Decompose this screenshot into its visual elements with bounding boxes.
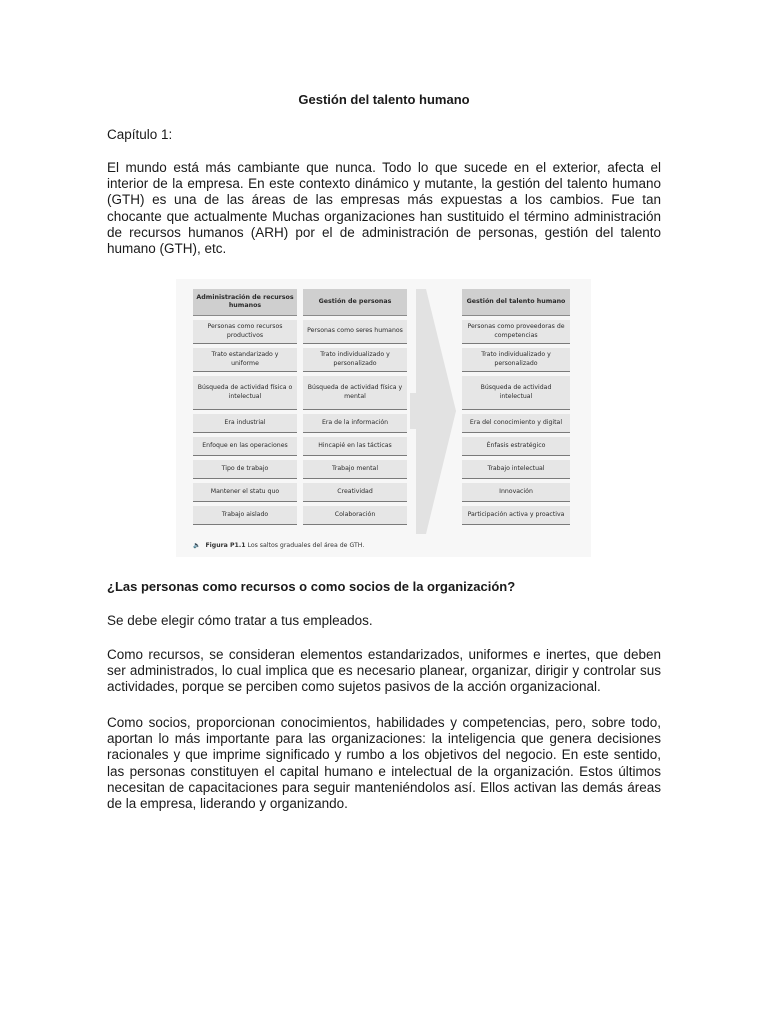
table-cell: Innovación [462,483,570,502]
table-cell: Búsqueda de actividad física y mental [303,376,407,410]
table-cell: Era de la información [303,414,407,433]
column-gth [462,289,570,525]
partners-paragraph: Como socios, proporcionan conocimientos, habilidades y competencias, pero, sobre todo, aportan lo más importante para las organizaciones: la inteligencia que genera decisiones racionales y que imprime significado y rumbo a los objetivos del negocio. En este sentido, las personas constituyen el capital humano e intelectual de la organización. Estos últimos necesitan de capacitaciones para seguir manteniéndolos así. Ellos activan las demás áreas de la empresa, liderando y organizando. [107,715,661,812]
table-cell: Enfoque en las operaciones [193,437,297,456]
intro-paragraph: El mundo está más cambiante que nunca. Todo lo que sucede en el exterior, afecta el interior de la empresa. En este contexto dinámico y mutante, la gestión del talento humano (GTH) es una de las áreas de las empresas más expuestas a los cambios. Fue tan chocante que actualmente Muchas organizaciones han sustituido el término administración de recursos humanos (ARH) por el de administración de personas, gestión del talento humano (GTH), etc. [107,160,661,257]
speaker-icon: 🔈 [193,542,201,549]
gth-figure [176,279,591,557]
table-cell: Trabajo aislado [193,506,297,525]
column-header: Administración de recursos humanos [193,289,297,316]
section-heading: ¿Las personas como recursos o como socios de la organización? [107,579,516,594]
choice-paragraph: Se debe elegir cómo tratar a tus empleados. [107,613,373,628]
table-cell: Trato individualizado y personalizado [462,348,570,372]
figure-caption [193,542,364,549]
table-cell: Hincapié en las tácticas [303,437,407,456]
table-cell: Participación activa y proactiva [462,506,570,525]
chapter-label: Capítulo 1: [107,127,173,142]
figure-label: Figura P1.1 [205,542,246,549]
table-cell: Trabajo intelectual [462,460,570,479]
column-arh [193,289,297,525]
table-cell: Énfasis estratégico [462,437,570,456]
table-cell: Trato estandarizado y uniforme [193,348,297,372]
table-cell: Era industrial [193,414,297,433]
table-cell: Trato individualizado y personalizado [303,348,407,372]
table-cell: Creatividad [303,483,407,502]
column-gestion-personas [303,289,407,525]
document-title: Gestión del talento humano [298,92,470,107]
table-cell: Búsqueda de actividad intelectual [462,376,570,410]
table-cell: Personas como proveedoras de competencias [462,320,570,344]
table-cell: Tipo de trabajo [193,460,297,479]
table-cell: Era del conocimiento y digital [462,414,570,433]
table-cell: Trabajo mental [303,460,407,479]
right-arrow-icon [410,289,460,534]
table-cell: Búsqueda de actividad física o intelectual [193,376,297,410]
resources-paragraph: Como recursos, se consideran elementos estandarizados, uniformes e inertes, que deben ser administrados, lo cual implica que es necesario planear, organizar, dirigir y controlar sus actividades, porque se perciben como sujetos pasivos de la acción organizacional. [107,647,661,695]
table-cell: Mantener el statu quo [193,483,297,502]
table-cell: Personas como recursos productivos [193,320,297,344]
column-header: Gestión de personas [303,289,407,316]
table-cell: Personas como seres humanos [303,320,407,344]
column-header: Gestión del talento humano [462,289,570,316]
figure-caption-text: Los saltos graduales del área de GTH. [247,542,365,549]
table-cell: Colaboración [303,506,407,525]
